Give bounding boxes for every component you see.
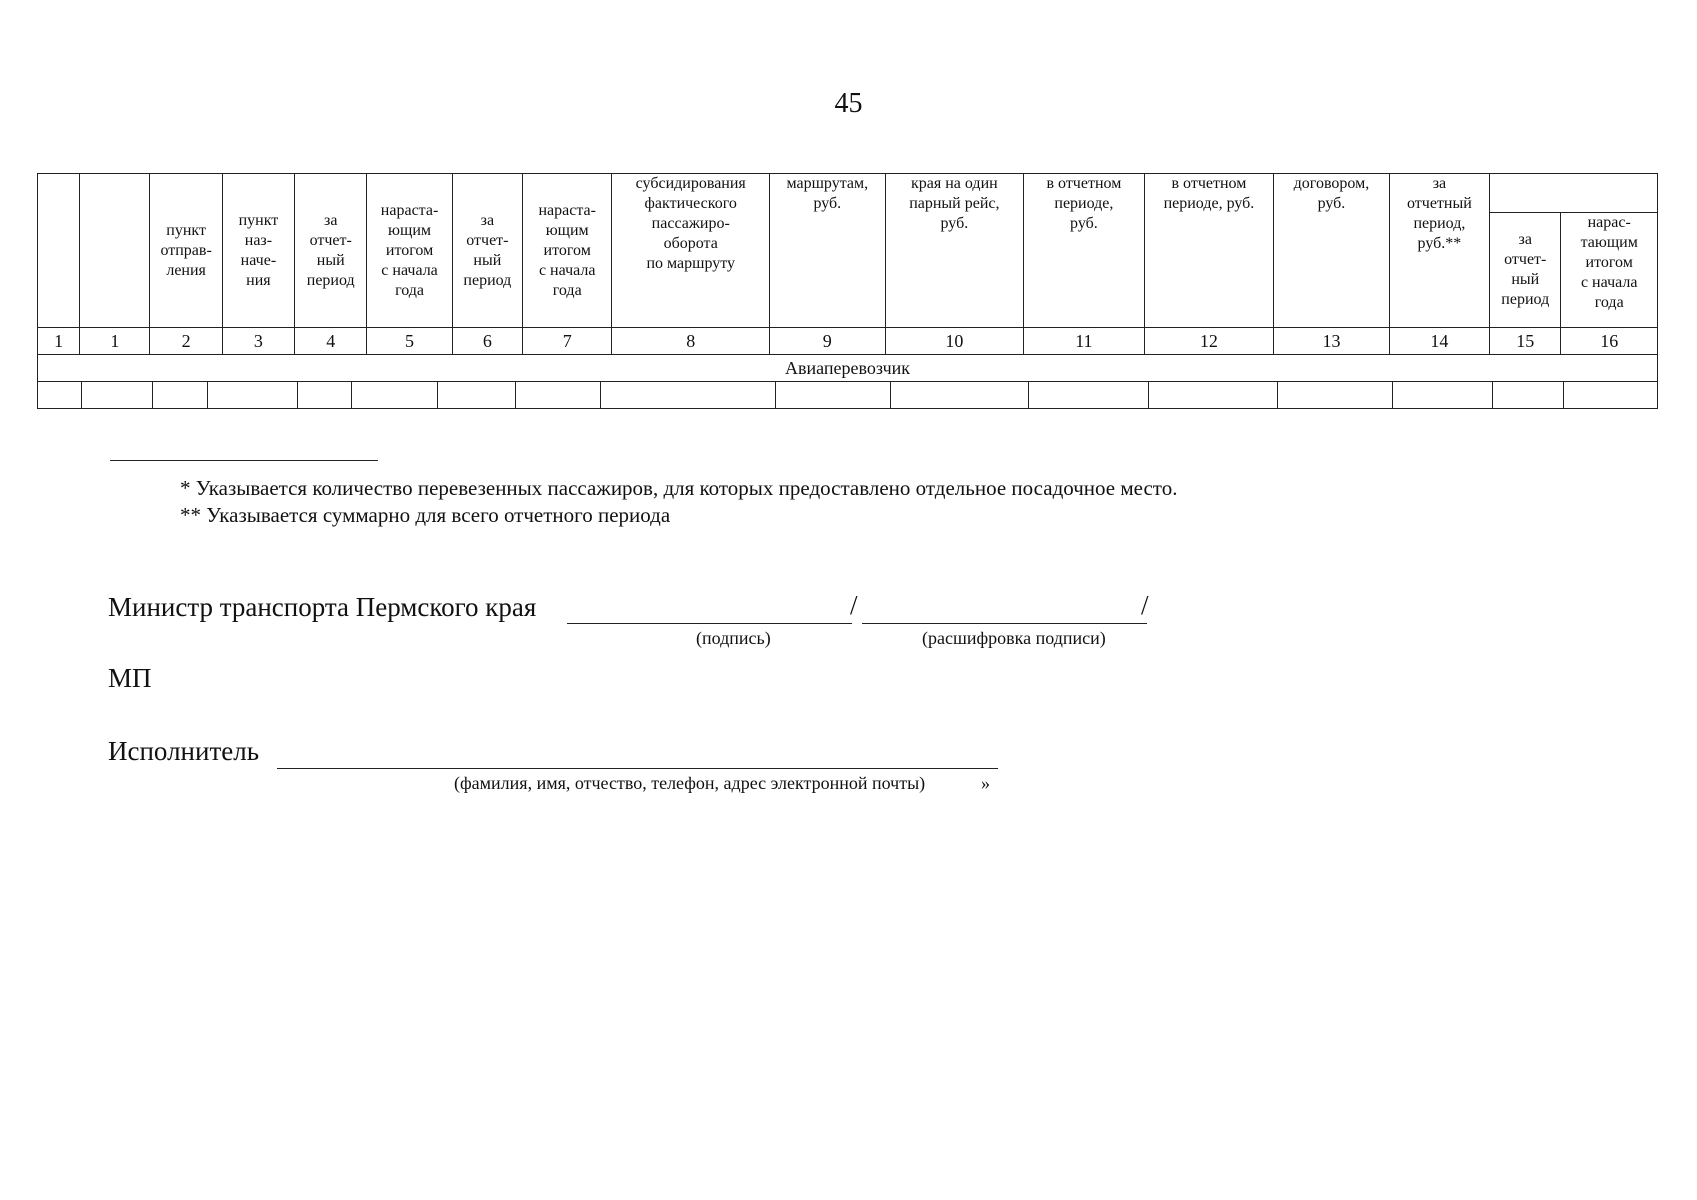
empty-cell [297,382,351,408]
report-table [37,173,1658,409]
column-number: 11 [1024,328,1145,355]
section-label-carrier: Авиаперевозчик [38,355,1658,382]
footnote-separator [110,460,378,461]
header-reporting-period-rub: за отчетный период, руб.** [1389,174,1489,328]
executor-caption: (фамилия, имя, отчество, телефон, адрес электронной почты) [454,773,926,793]
column-number: 15 [1490,328,1561,355]
empty-cell [775,382,890,408]
column-number-row [38,328,1658,355]
page-number: 45 [834,88,863,119]
header-period-rub-b: в отчетном периоде, руб. [1144,174,1274,328]
footnote-passengers: * Указывается количество перевезенных пассажиров, для которых предоставлено отдельное посадочное место. [180,476,1178,500]
header-group-top [1490,174,1658,213]
header-subsidy-turnover: субсидирования фактического пассажиро- оборота по маршруту [612,174,770,328]
signature-line [567,597,852,624]
column-number: 8 [612,328,770,355]
empty-cell [1148,382,1277,408]
empty-cell [437,382,515,408]
column-number: 16 [1561,328,1658,355]
column-number: 10 [885,328,1024,355]
column-number: 14 [1389,328,1489,355]
empty-cell [351,382,437,408]
empty-cell [1392,382,1492,408]
header-routes-rub: маршрутам, руб. [770,174,885,328]
column-number: 3 [222,328,294,355]
empty-cell [600,382,775,408]
column-number: 5 [367,328,452,355]
header-cumulative-a: нараста- ющим итогом с начала года [367,174,452,328]
header-group-cumulative: нарас- тающим итогом с начала года [1561,213,1658,328]
empty-cell [1277,382,1392,408]
executor-label: Исполнитель [108,736,260,766]
column-number: 12 [1144,328,1274,355]
closing-quote: » [981,773,990,793]
empty-cell [515,382,600,408]
header-period-rub-a: в отчетном периоде, руб. [1024,174,1145,328]
column-number: 6 [452,328,522,355]
header-reporting-period-b: за отчет- ный период [452,174,522,328]
empty-cell [890,382,1028,408]
column-number: 1 [80,328,150,355]
signature-caption: (подпись) [696,628,771,648]
minister-title: Министр транспорта Пермского края [108,592,537,622]
empty-cell [207,382,297,408]
empty-cell [81,382,152,408]
header-cell-1 [38,174,80,328]
empty-cell [152,382,207,408]
signature-slash-left: / [850,590,858,620]
header-departure-point: пункт отправ- ления [150,174,222,328]
empty-cell [1028,382,1148,408]
header-reporting-period-a: за отчет- ный период [295,174,367,328]
column-number: 4 [295,328,367,355]
empty-row-cells [38,382,1658,408]
signature-decoding-caption: (расшифровка подписи) [922,628,1106,648]
executor-line [277,742,998,769]
header-destination-point: пункт наз- наче- ния [222,174,294,328]
empty-cell [1563,382,1658,408]
column-number: 1 [38,328,80,355]
footnote-summary: ** Указывается суммарно для всего отчетного периода [180,503,671,527]
header-contract-rub: договором, руб. [1274,174,1389,328]
header-cell-2 [80,174,150,328]
empty-cell [1492,382,1563,408]
signature-slash-right: / [1141,590,1149,620]
column-number: 9 [770,328,885,355]
stamp-label: МП [108,663,152,693]
header-per-flight-rub: края на один парный рейс, руб. [885,174,1024,328]
column-number: 13 [1274,328,1389,355]
empty-cell [38,382,81,408]
header-group-reporting-period: за отчет- ный период [1490,213,1561,328]
signature-decoding-line [862,597,1147,624]
column-number: 7 [523,328,612,355]
column-number: 2 [150,328,222,355]
empty-data-row [38,382,1658,409]
header-cumulative-b: нараста- ющим итогом с начала года [523,174,612,328]
